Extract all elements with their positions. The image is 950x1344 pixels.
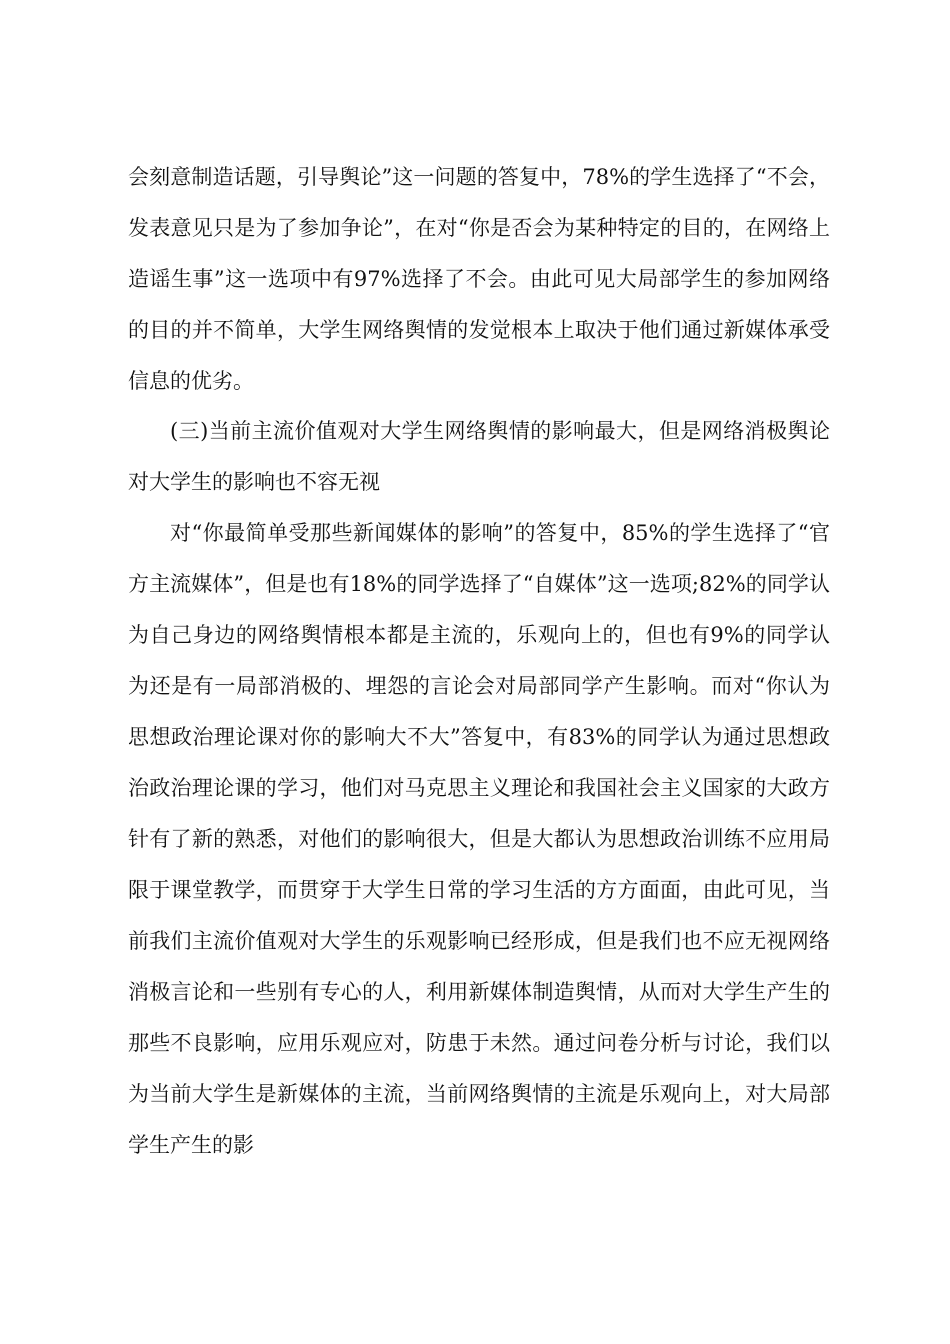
paragraph-text: 对“你最简单受那些新闻媒体的影响”的答复中，85%的学生选择了“官方主流媒体”，但是也有18%的同学选择了“自媒体”这一选项;82%的同学认为自己身边的网络舆情根本都是主流的，乐观向上的，但也有9%的同学认为还是有一局部消极的、埋怨的言论会对局部同学产生影响。而对“你认为思想政治理论课对你的影响大不大”答复中，有83%的同学认为通过思想政治政治理论课的学习，他们对马克思主义理论和我国社会主义国家的大政方针有了新的熟悉，对他们的影响很大，但是大都认为思想政治训练不应用局限于课堂教学，而贯穿于大学生日常的学习生活的方方面面，由此可见，当前我们主流价值观对大学生的乐观影响已经形成，但是我们也不应无视网络消极言论和一些别有专心的人，利用新媒体制造舆情，从而对大学生产生的那些不良影响，应用乐观应对，防患于未然。通过问卷分析与讨论，我们以为当前大学生是新媒体的主流，当前网络舆情的主流是乐观向上，对大局部学生产生的影 bbox=[128, 521, 830, 1157]
paragraph-text: 会刻意制造话题，引导舆论”这一问题的答复中，78%的学生选择了“不会，发表意见只是为了参加争论”，在对“你是否会为某种特定的目的，在网络上造谣生事”这一选项中有97%选择了不会。由此可见大局部学生的参加网络的目的并不简单，大学生网络舆情的发觉根本上取决于他们通过新媒体承受信息的优劣。 bbox=[128, 165, 830, 393]
paragraph-continued bbox=[128, 152, 830, 407]
section-heading bbox=[128, 406, 830, 508]
paragraph bbox=[128, 508, 830, 1171]
section-heading-text: (三)当前主流价值观对大学生网络舆情的影响最大，但是网络消极舆论对大学生的影响也不容无视 bbox=[128, 419, 830, 494]
